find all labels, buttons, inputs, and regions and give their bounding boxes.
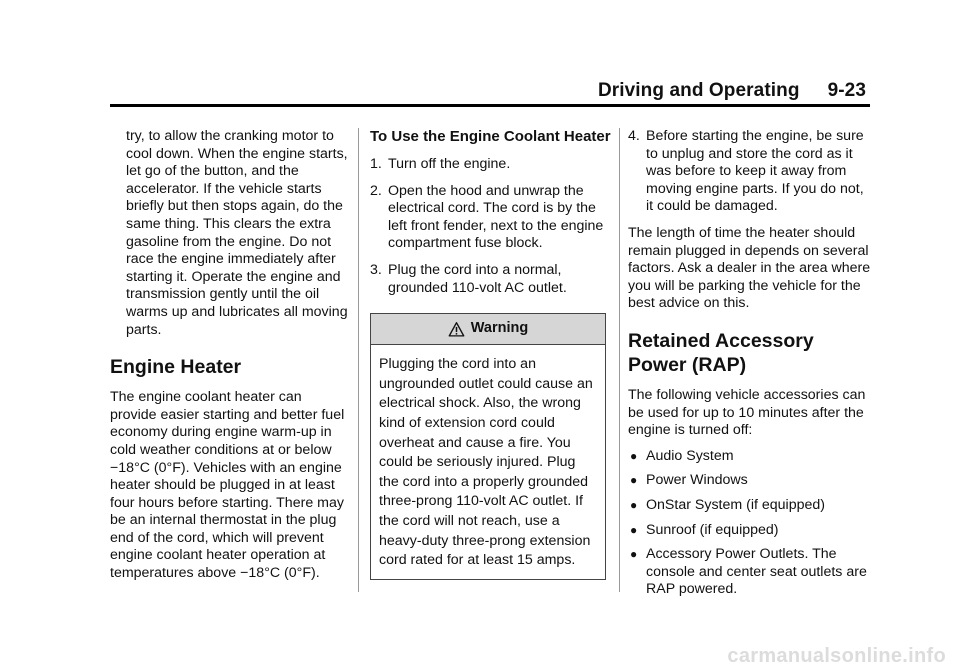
warning-header [371,314,605,345]
column-left [110,128,350,591]
bullet-icon: ● [630,522,638,537]
bullet-text: Sunroof (if equipped) [646,521,779,538]
warning-box [370,313,606,580]
step-number: 4. [628,128,640,144]
step-number: 3. [370,261,382,278]
list-item [370,156,612,174]
engine-heater-paragraph: The engine coolant heater can provide easier starting and better fuel economy during engine warm-up in cold weather conditions at or below −18°C (0°F). Vehicles with an engine heater should be plugged in at least four hours before starting. There may be an internal thermostat in the plug end of the cord, which will prevent engine coolant heater operation at temperatures above −18°C (0°F). [110,389,345,582]
header-text [598,80,866,102]
bullet-text: OnStar System (if equipped) [646,496,825,513]
step-text: Plug the cord into a normal, grounded 110-volt AC outlet. [388,261,567,296]
bullet-icon: ● [630,497,638,512]
list-item [628,546,874,599]
page-number: 9-23 [827,80,866,101]
list-item [628,128,874,216]
column-divider [358,128,359,592]
continued-paragraph: try, to allow the cranking motor to cool down. When the engine starts, let go of the button, and the accelerator. If the vehicle starts briefly but then stops again, do the same thing. This clears the extra gasoline from the engine. Do not race the engine immediately after starting it. Operate the engine and transmission gently until the oil warms up and lubricates all moving parts. [126,128,348,338]
heater-duration-paragraph: The length of time the heater should remain plugged in depends on several factors. Ask a dealer in the area where you will be parking the vehicle for the best advice on this. [628,224,871,312]
rap-heading: Retained Accessory Power (RAP) [628,329,814,376]
list-item [628,497,874,515]
step-text: Before starting the engine, be sure to unplug and store the cord as it was before to keep it away from moving engine parts. If you do not, it could be damaged. [646,128,864,215]
warning-triangle-icon [448,321,465,338]
rap-intro: The following vehicle accessories can be used for up to 10 minutes after the engine is turned off: [628,386,866,439]
step-text: Open the hood and unwrap the electrical cord. The cord is by the left front fender, next to the engine compartment fuse block. [388,182,604,252]
list-item [628,472,874,490]
section-title: Driving and Operating [597,80,800,101]
step-number: 1. [370,156,382,172]
warning-title: Warning [470,320,529,337]
bullet-icon: ● [630,547,638,562]
column-middle [370,128,612,580]
warning-body: Plugging the cord into an ungrounded outlet could cause an electrical shock. Also, the wrong kind of extension cord could overheat and cause a fire. You could be seriously injured. Plug the cord into a properly grounded three-prong 110-volt AC outlet. If the cord will not reach, use a heavy-duty three-prong extension cord rated for at least 15 amps. [379,356,593,569]
step-text: Turn off the engine. [388,156,511,172]
list-item [628,448,874,466]
bullet-icon: ● [630,473,638,488]
step-number: 2. [370,182,382,199]
bullet-text: Accessory Power Outlets. The console and center seat outlets are RAP powered. [646,546,867,598]
list-item [628,522,874,540]
column-divider [619,128,620,592]
page-header [110,78,870,107]
engine-heater-heading: Engine Heater [110,356,242,379]
list-item [370,183,612,253]
bullet-icon: ● [630,448,638,463]
watermark: carmanualsonline.info [727,645,946,667]
bullet-text: Power Windows [646,472,748,489]
bullet-text: Audio System [646,447,734,464]
list-item [370,262,612,297]
column-right [628,128,874,606]
coolant-heater-heading: To Use the Engine Coolant Heater [370,128,611,145]
